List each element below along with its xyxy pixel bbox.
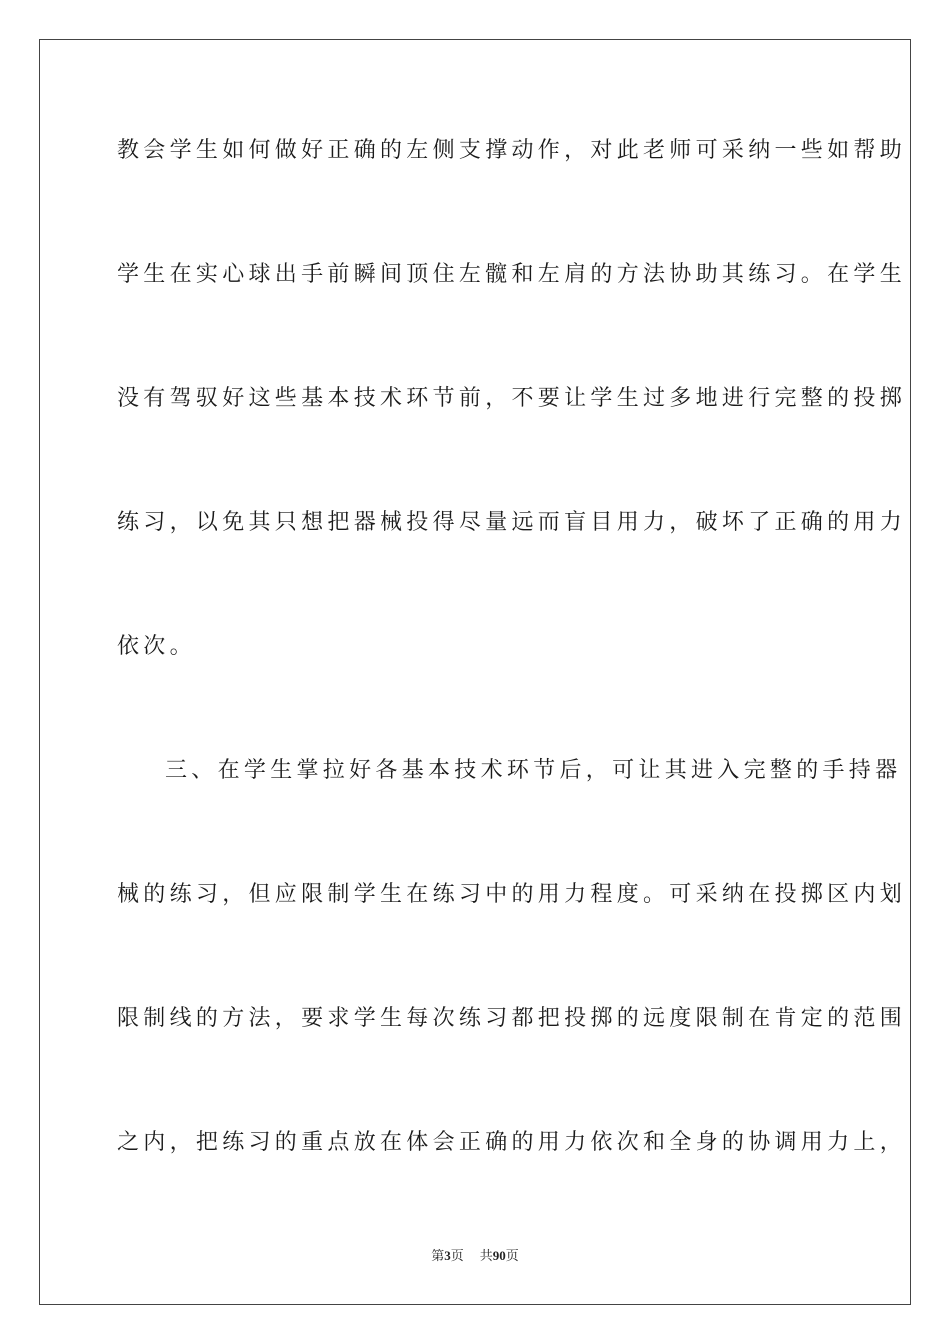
footer-total-suffix: 页 (505, 1249, 519, 1264)
text-line-6-paragraph-start (117, 756, 902, 786)
text-line-7: 械的练习，但应限制学生在练习中的用力程度。可采纳在投掷区内划 (117, 882, 907, 907)
footer-total-number: 90 (492, 1248, 506, 1263)
footer-page-suffix: 页 (450, 1249, 464, 1264)
text-line-6: 三、在学生掌拉好各基本技术环节后，可让其进入完整的手持器 (165, 758, 902, 783)
text-line-8: 限制线的方法，要求学生每次练习都把投掷的远度限制在肯定的范围 (117, 1006, 907, 1031)
footer-page-number: 3 (444, 1248, 451, 1263)
footer-page-prefix: 第 (431, 1249, 445, 1264)
footer-total-prefix: 共 (479, 1249, 493, 1264)
text-line-1: 教会学生如何做好正确的左侧支撑动作，对此老师可采纳一些如帮助 (117, 138, 907, 163)
text-line-9: 之内，把练习的重点放在体会正确的用力依次和全身的协调用力上， (117, 1130, 907, 1155)
text-line-4: 练习，以免其只想把器械投得尽量远而盲目用力，破坏了正确的用力 (117, 510, 907, 535)
text-line-5: 依次。 (117, 634, 196, 659)
page-footer (0, 1247, 950, 1266)
text-line-3: 没有驾驭好这些基本技术环节前，不要让学生过多地进行完整的投掷 (117, 386, 907, 411)
text-line-2: 学生在实心球出手前瞬间顶住左髋和左肩的方法协助其练习。在学生 (117, 262, 907, 287)
page-frame (39, 39, 911, 1305)
